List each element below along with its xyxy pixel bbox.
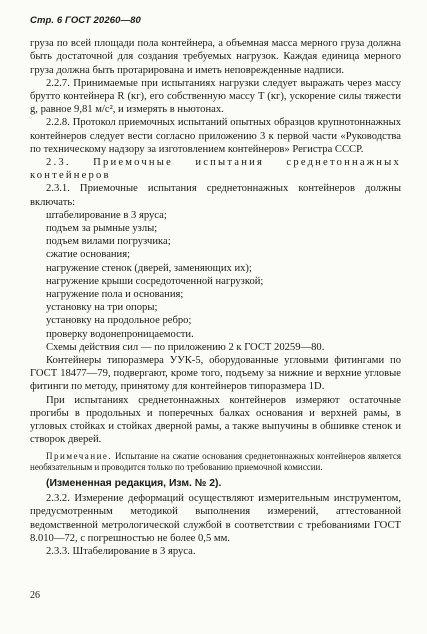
paragraph-2-3-2: 2.3.2. Измерение деформаций осуществляют измерительным инструментом, предусмотренным методикой выполнения измерений, аттестованной ведомственной метрологической службой в соответствии с требованиями ГОСТ 8.010—72, с погрешностью не более 0,5 мм. (30, 493, 401, 544)
note (30, 451, 401, 473)
list-item: нагружение стенок (дверей, заменяющих их); (46, 262, 252, 274)
list-item: нагружение крыши сосредоточенной нагрузкой; (46, 275, 264, 287)
paragraph-2-3-1: 2.3.1. Приемочные испытания среднетоннажных контейнеров должны включать: (30, 183, 401, 208)
paragraph-measurements: При испытаниях среднетоннажных контейнеров измеряют остаточные прогибы в продольных и поперечных балках основания и верхней рамы, в угловых стойках и стойках дверной рамы, а также выпучины в обшивке стенок и створок дверей. (30, 394, 401, 446)
list-item: сжатие основания; (46, 249, 131, 261)
test-list (30, 209, 401, 341)
paragraph-schemes: Схемы действия сил — по приложению 2 к ГОСТ 20259—80. (46, 341, 325, 353)
list-item: установку на три опоры; (46, 302, 158, 314)
list-item: штабелирование в 3 яруса; (46, 209, 167, 221)
list-item: установку на продольное ребро; (46, 315, 192, 327)
paragraph-2-2-8: 2.2.8. Протокол приемочных испытаний опытных образцов крупнотоннажных контейнеров следует вести согласно приложению 3 к первой части «Руководства по техническому надзору за изготовлением контейнеров» Регистра СССР. (30, 117, 401, 155)
page-number: 26 (30, 590, 40, 601)
list-item: проверку водонепроницаемости. (46, 328, 194, 340)
list-item: нагружение пола и основания; (46, 289, 184, 301)
paragraph-2-3-3: 2.3.3. Штабелирование в 3 яруса. (46, 545, 196, 557)
list-item: подъем за рымные узлы; (46, 223, 158, 235)
note-label: Примечание. (46, 450, 113, 461)
paragraph-2-2-7: 2.2.7. Принимаемые при испытаниях нагрузки следует выражать через массу брутто контейнера R (кг), его собственную массу T (кг), ускорение силы тяжести g, равное 9,81 м/с², и измерять в ньютонах. (30, 77, 401, 116)
paragraph-continuation: груза по всей площади пола контейнера, а объемная масса мерного груза должна быть достаточной для создания требуемых нагрузок. Каждая единица мерного груза должна быть протарирована и иметь неповрежденные надписи. (30, 38, 401, 76)
note-text: Испытание на сжатие основания среднетоннажных контейнеров является необязательным и проводится только по требованию приемочной комиссии. (30, 450, 402, 472)
list-item: подъем вилами погрузчика; (46, 236, 171, 248)
section-heading-2-3: 2.3. Приемочные испытания среднетоннажных контейнеров (30, 157, 401, 182)
edition-note: (Измененная редакция, Изм. № 2). (46, 477, 222, 489)
page-header: Стр. 6 ГОСТ 20260—80 (30, 15, 141, 26)
paragraph-types: Контейнеры типоразмера УУК-5, оборудованные угловыми фитингами по ГОСТ 18477—79, подвергают, кроме того, подъему за нижние и верхние угловые фитинги по методу, принятому для контейнеров типоразмера 1D. (30, 355, 401, 393)
